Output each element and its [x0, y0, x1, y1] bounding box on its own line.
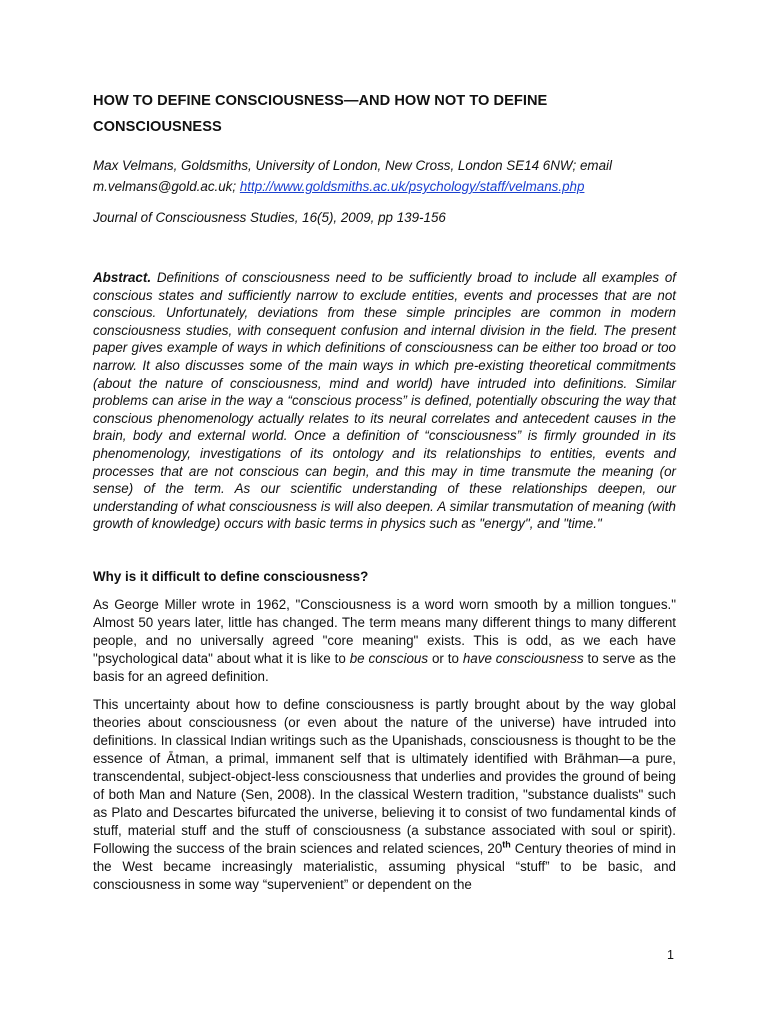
- paper-title: HOW TO DEFINE CONSCIOUSNESS—AND HOW NOT TO DEFINE CONSCIOUSNESS: [93, 93, 548, 135]
- author-text: Max Velmans, Goldsmiths, University of London, New Cross, London SE14 6NW; email m.velmans@gold.ac.uk;: [93, 158, 612, 194]
- paragraph-1: [93, 596, 676, 686]
- abstract-text: Definitions of consciousness need to be sufficiently broad to include all examples of conscious states and sufficiently narrow to exclude entities, events and processes that are not conscious. Unfortunately, deviations from these simple principles are common in modern consciousness studies, with consequent confusion and internal division in the field. The present paper gives example of ways in which definitions of consciousness can be either too broad or too narrow. It also discusses some of the main ways in which pre-existing theoretical commitments (about the nature of consciousness, mind and world) have intruded into definitions. Similar problems can arise in the way a “conscious process” is defined, potentially obscuring the way that conscious phenomenology actually relates to its neural correlates and antecedent causes in the brain, body and external world. Once a definition of “consciousness” is firmly grounded in its phenomenology, investigations of its ontology and its relationships to entities, events and processes that are not conscious can begin, and this may in time transmute the meaning (or sense) of the term. As our scientific understanding of these relationships deepen, our understanding of what consciousness is will also deepen. A similar transmutation of meaning (with growth of knowledge) occurs with basic terms in physics such as "energy", and "time.": [93, 270, 676, 532]
- abstract-label: Abstract.: [93, 270, 152, 285]
- author-line: [93, 155, 676, 197]
- journal-citation: Journal of Consciousness Studies, 16(5), 2009, pp 139-156: [93, 210, 446, 225]
- paragraph-1-emphasis-2: have consciousness: [462, 650, 584, 666]
- abstract: [93, 269, 676, 533]
- paragraph-1-text-b: or to: [428, 650, 463, 666]
- document-page: [93, 88, 676, 904]
- paragraph-2-text-a: This uncertainty about how to define consciousness is partly brought about by the way global theories about consciousness (or even about the nature of the universe) have intruded into definitions. In classical Indian writings such as the Upanishads, consciousness is thought to be the essence of Ātman, a primal, immanent self that is ultimately identified with Brāhman—a pure, transcendental, subject-object-less consciousness that underlies and provides the ground of being of both Man and Nature (Sen, 2008). In the classical Western tradition, "substance dualists" such as Plato and Descartes bifurcated the universe, believing it to consist of two fundamental kinds of stuff, material stuff and the stuff of consciousness (a substance associated with soul or spirit). Following the success of the brain sciences and related sciences, 20: [93, 696, 676, 856]
- paragraph-1-text-a: As George Miller wrote in 1962, "Consciousness is a word worn smooth by a million tongues." Almost 50 years later, little has changed. The term means many different things to many different people, and no universally agreed "core meaning" exists. This is odd, as we each have "psychological data" about what it is like to: [93, 596, 676, 666]
- author-url-link[interactable]: http://www.goldsmiths.ac.uk/psychology/staff/velmans.php: [239, 179, 585, 194]
- section-heading: Why is it difficult to define consciousness?: [93, 568, 369, 584]
- paragraph-2: [93, 696, 676, 894]
- paragraph-1-text-c: to serve as the basis for an agreed definition.: [93, 650, 676, 684]
- page-number: 1: [667, 948, 674, 962]
- paragraph-1-emphasis-1: be conscious: [349, 650, 429, 666]
- paragraph-2-text-b: Century theories of mind in the West became increasingly materialistic, assuming physical “stuff” to be basic, and consciousness in some way “supervenient” or dependent on the: [93, 840, 676, 892]
- paragraph-2-superscript: th: [502, 839, 511, 850]
